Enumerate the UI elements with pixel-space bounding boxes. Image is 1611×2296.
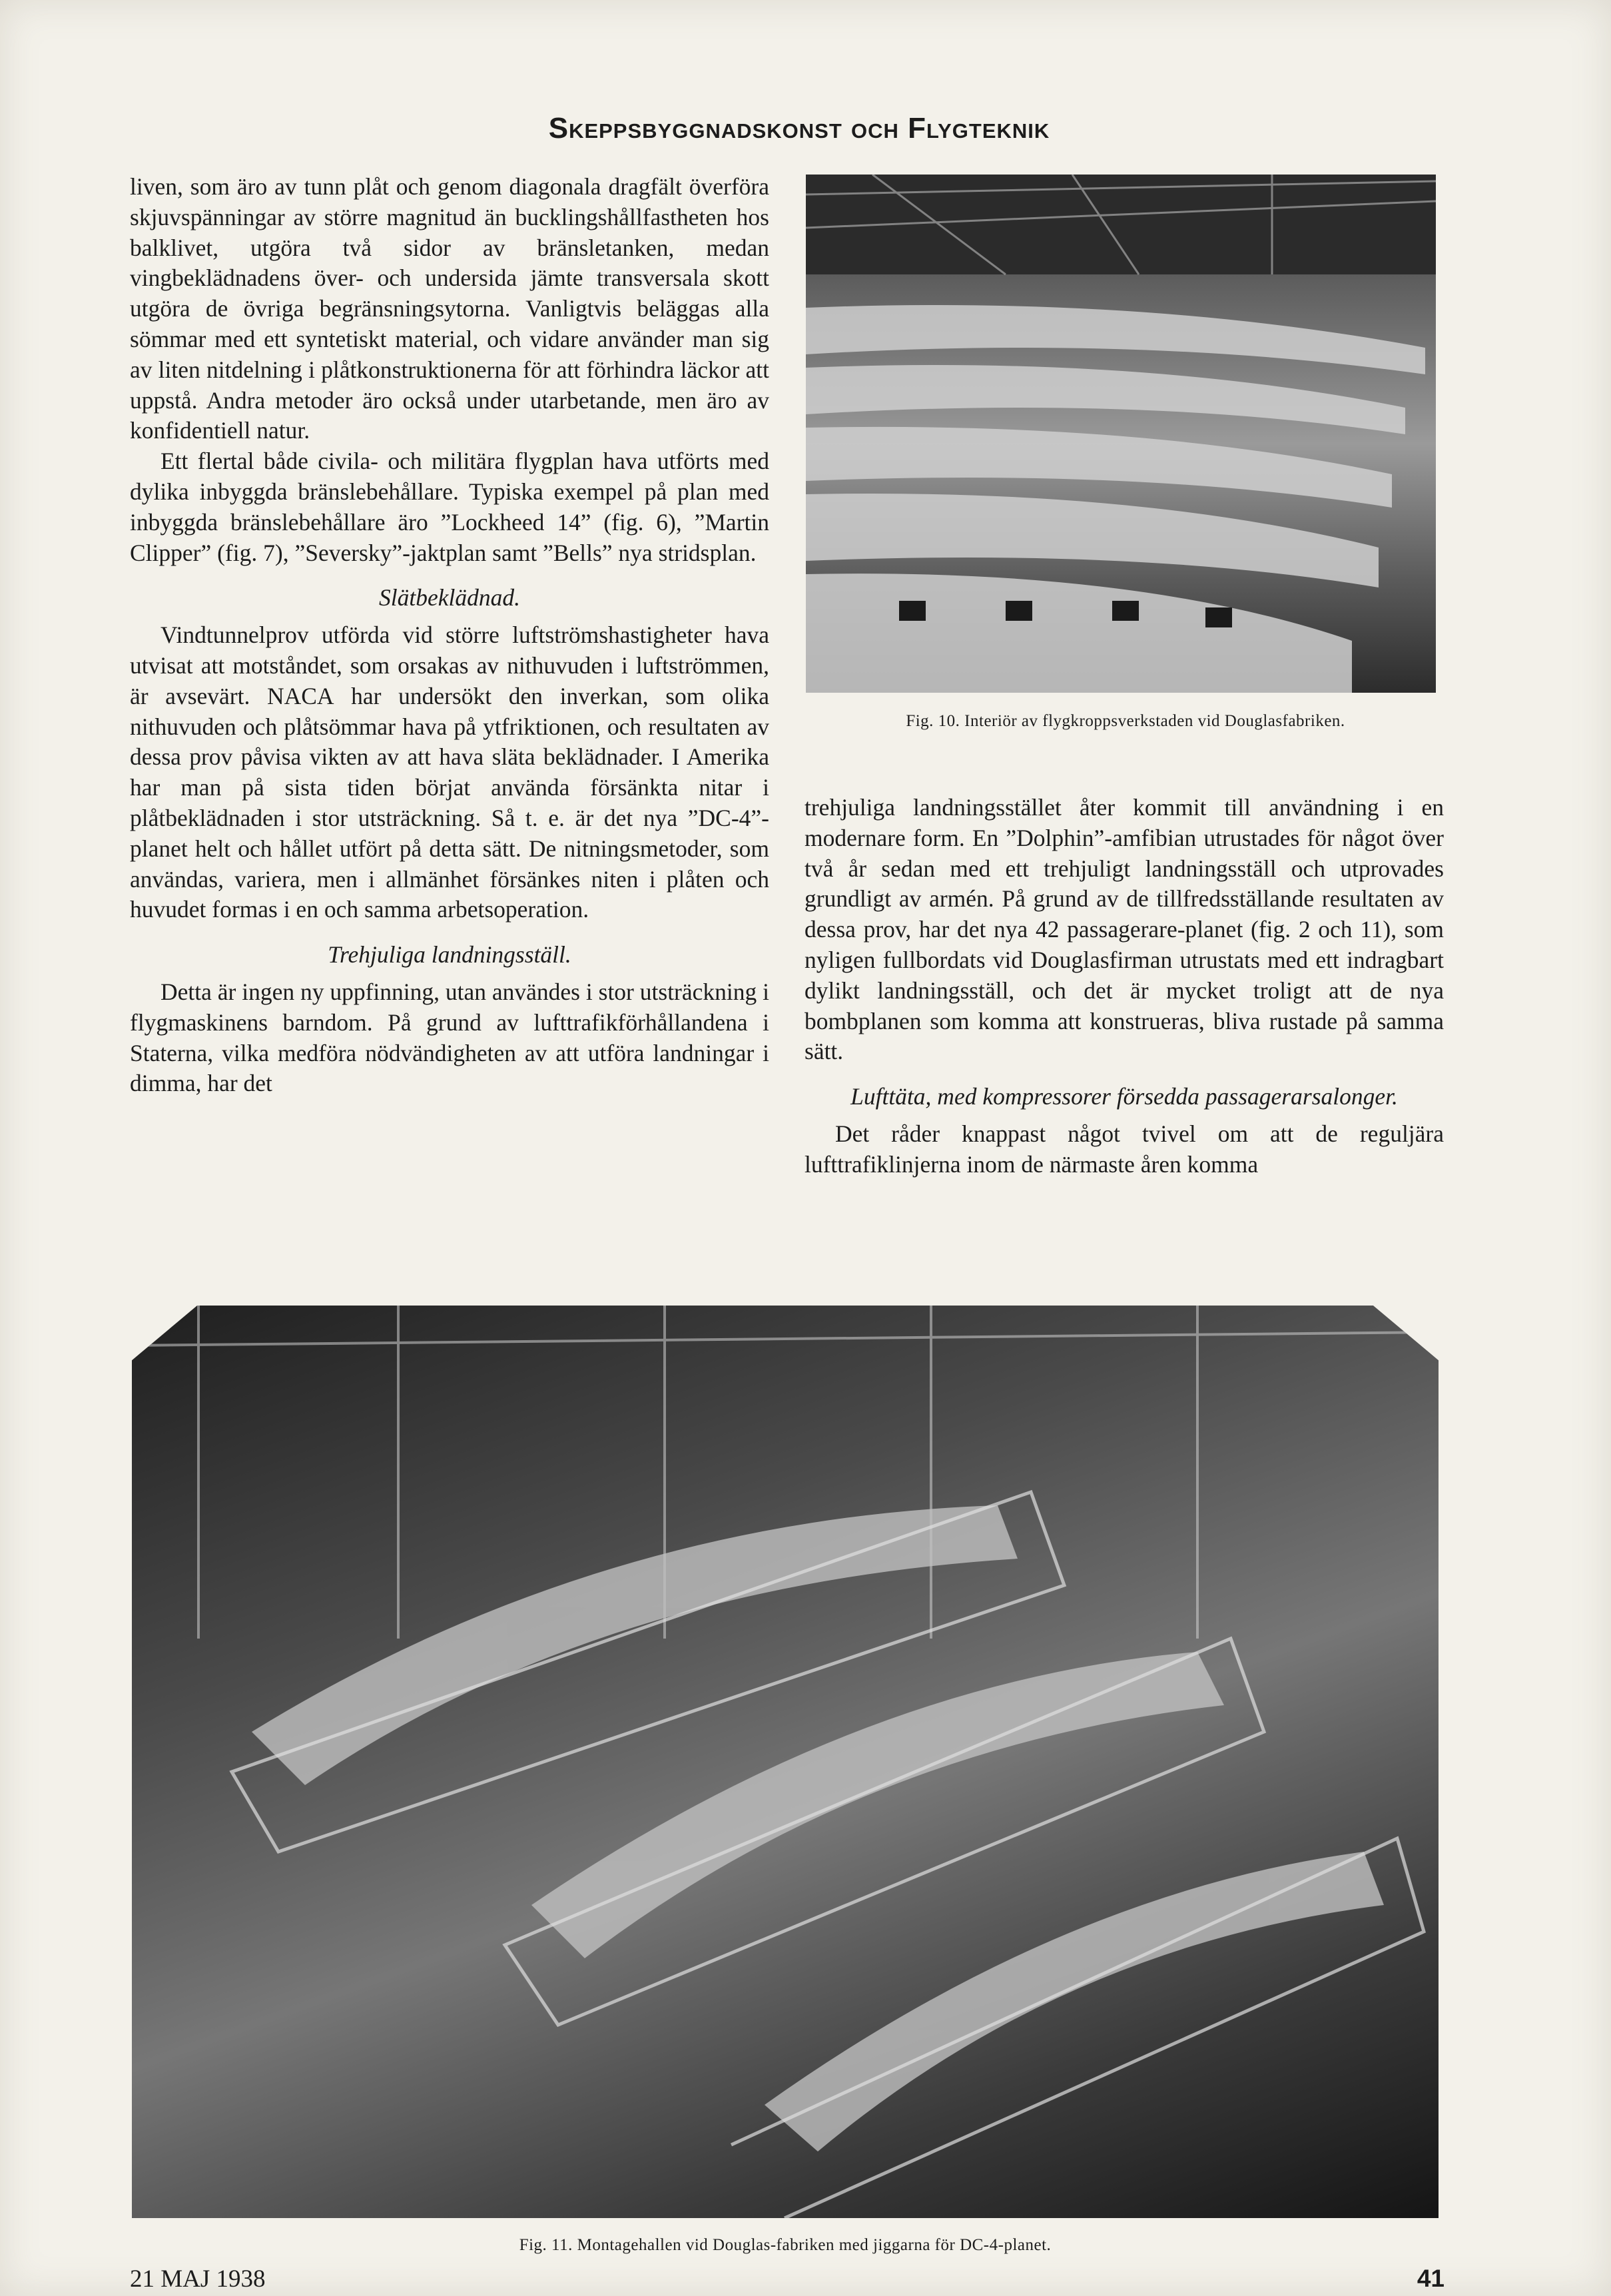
right-column <box>805 793 1444 1180</box>
right-paragraph-2: Det råder knappast något tvivel om att de reguljära lufttrafiklinjerna inom de närmaste åren komma <box>805 1120 1444 1178</box>
left-paragraph-4: Detta är ingen ny uppfinning, utan användes i stor utsträckning i flygmaskinens barndom. På grund av lufttrafikförhållandena i Staterna, vilka medföra nödvändigheten av att utföra landningar i dimma, har det <box>130 978 769 1097</box>
page-header: Skeppsbyggnadskonst och Flygteknik <box>548 112 1050 145</box>
figure-11-photo <box>132 1306 1439 2218</box>
fuselage-workshop-illustration <box>806 175 1436 693</box>
figure-10-photo <box>806 175 1436 693</box>
left-paragraph-1: liven, som äro av tunn plåt och genom diagonala dragfält överföra skjuvspänningar av större magnitud än bucklingshållfastheten hos balklivet, utgöra två sidor av bränsletanken, medan vingbeklädnadens över- och undersida jämte transversala skott utgöra de övriga begränsningsytorna. Vanligtvis beläggas alla sömmar med ett syntetiskt material, och vidare använder man sig av liten nitdelning i plåtkonstruktionerna för att förhindra läckor att uppstå. Andra metoder äro också under utarbetande, men äro av konfidentiell natur. <box>130 173 769 444</box>
page-number: 41 <box>1417 2265 1445 2292</box>
subheading-slatbekladnad: Slätbeklädnad. <box>379 584 520 611</box>
right-paragraph-1: trehjuliga landningsstället åter kommit till användning i en modernare form. En ”Dolphin”-amfibian utrustades för något över två år sedan med ett trehjuligt landningsställ och utprovades grundligt av armén. På grund av de tillfredsställande resultaten av dessa prov, har det nya 42 passagerare-planet (fig. 2 och 11), som nyligen fullbordats vid Douglasfirman utrustats med ett indragbart dylikt landningsställ, och det är mycket troligt att de nya bombplanen som komma att konstrueras, bliva rustade på samma sätt. <box>805 794 1444 1065</box>
assembly-hall-illustration <box>132 1306 1439 2218</box>
left-column <box>130 172 769 1099</box>
subheading-lufttata: Lufttäta, med kompressorer försedda passagerarsalonger. <box>850 1083 1398 1110</box>
left-paragraph-3b: har undersökt den inverkan, som olika nithuvuden och plåtsömmar hava på ytfriktionen, och resultaten av dessa prov påvisa vikten av att hava släta beklädnader. I Amerika har man på sista tiden börjat använda försänkta nitar i plåtbeklädnaden i stor utsträckning. Så t. e. är det nya ”DC-4”-planet helt och hållet utfört på detta sätt. De nitningsmetoder, som användas, variera, men i allmänhet försänkes niten i plåten och huvudet formas i en och samma arbetsoperation. <box>130 682 770 923</box>
left-paragraph-3a: Vindtunnelprov utförda vid större luftströmshastigheter hava utvisat att motståndet, som orsakas av nithuvuden i luftströmmen, är avsevärt. <box>130 621 769 709</box>
footer-date: 21 MAJ 1938 <box>130 2265 266 2293</box>
figure-11-caption: Fig. 11. Montagehallen vid Douglas-fabriken med jiggarna för DC-4-planet. <box>519 2236 1052 2254</box>
figure-10-caption: Fig. 10. Interiör av flygkroppsverkstaden vid Douglasfabriken. <box>906 712 1345 730</box>
left-paragraph-2: Ett flertal både civila- och militära flygplan hava utförts med dylika inbyggda bränslebehållare. Typiska exempel på plan med inbyggda bränslebehållare äro ”Lockheed 14” (fig. 6), ”Martin Clipper” (fig. 7), ”Seversky”-jaktplan samt ”Bells” nya stridsplan. <box>130 448 769 566</box>
subheading-trehjuliga: Trehjuliga landningsställ. <box>328 941 571 968</box>
left-paragraph-3 <box>130 620 769 925</box>
naca-abbreviation: NACA <box>266 682 334 709</box>
